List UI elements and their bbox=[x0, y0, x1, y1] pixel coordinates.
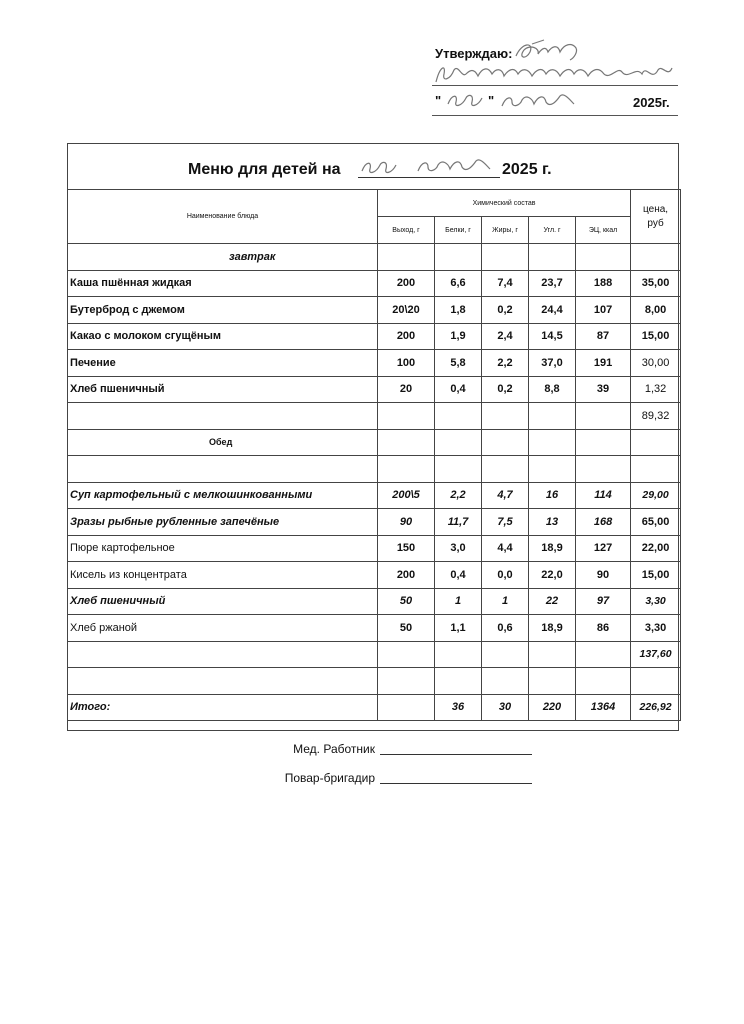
dish-energy: 127 bbox=[576, 535, 631, 562]
total-row bbox=[68, 694, 681, 721]
dish-name: Печение bbox=[68, 350, 378, 377]
dish-name: Кисель из концентрата bbox=[68, 562, 378, 589]
dish-name: Хлеб пшеничный bbox=[68, 376, 378, 403]
dish-price: 3,30 bbox=[631, 588, 681, 615]
dish-energy: 39 bbox=[576, 376, 631, 403]
dish-carbs: 37,0 bbox=[529, 350, 576, 377]
table-row bbox=[68, 376, 681, 403]
section-row-breakfast bbox=[68, 244, 681, 271]
dish-energy: 86 bbox=[576, 615, 631, 642]
section-breakfast: завтрак bbox=[68, 244, 378, 271]
dish-carbs: 18,9 bbox=[529, 535, 576, 562]
dish-fat: 0,2 bbox=[482, 376, 529, 403]
dish-price: 15,00 bbox=[631, 323, 681, 350]
dish-energy: 87 bbox=[576, 323, 631, 350]
handwritten-name bbox=[432, 60, 678, 86]
title-date-underline bbox=[358, 177, 500, 178]
dish-name: Какао с молоком сгущёным bbox=[68, 323, 378, 350]
medic-line bbox=[380, 754, 532, 755]
table-row bbox=[68, 270, 681, 297]
dish-carbs: 22 bbox=[529, 588, 576, 615]
dish-carbs: 24,4 bbox=[529, 297, 576, 324]
dish-yield: 90 bbox=[378, 509, 435, 536]
dish-fat: 2,4 bbox=[482, 323, 529, 350]
dish-name: Хлеб пшеничный bbox=[68, 588, 378, 615]
dish-yield: 200 bbox=[378, 270, 435, 297]
approval-line bbox=[432, 85, 678, 86]
dish-fat: 7,4 bbox=[482, 270, 529, 297]
dish-name: Пюре картофельное bbox=[68, 535, 378, 562]
dish-fat: 7,5 bbox=[482, 509, 529, 536]
dish-price: 65,00 bbox=[631, 509, 681, 536]
breakfast-subtotal-row bbox=[68, 403, 681, 430]
dish-protein: 1,1 bbox=[435, 615, 482, 642]
header-carbs: Угл. г bbox=[529, 217, 576, 244]
breakfast-total: 89,32 bbox=[631, 403, 681, 430]
dish-fat: 1 bbox=[482, 588, 529, 615]
total-energy: 1364 bbox=[576, 694, 631, 721]
dish-energy: 90 bbox=[576, 562, 631, 589]
title-suffix: 2025 г. bbox=[502, 161, 552, 178]
dish-protein: 5,8 bbox=[435, 350, 482, 377]
section-row-lunch bbox=[68, 429, 681, 456]
header-yield: Выход, г bbox=[378, 217, 435, 244]
handwritten-title-date bbox=[358, 149, 498, 177]
menu-table bbox=[67, 189, 681, 721]
dish-price: 3,30 bbox=[631, 615, 681, 642]
dish-protein: 0,4 bbox=[435, 376, 482, 403]
table-row bbox=[68, 323, 681, 350]
lunch-total: 137,60 bbox=[631, 641, 681, 668]
dish-protein: 3,0 bbox=[435, 535, 482, 562]
empty-row bbox=[68, 456, 681, 483]
dish-carbs: 18,9 bbox=[529, 615, 576, 642]
date-close-quote: " bbox=[488, 93, 495, 108]
approval-label: Утверждаю: bbox=[435, 46, 513, 61]
dish-yield: 50 bbox=[378, 588, 435, 615]
dish-yield: 200\5 bbox=[378, 482, 435, 509]
dish-name: Зразы рыбные рубленные запечёные bbox=[68, 509, 378, 536]
dish-energy: 191 bbox=[576, 350, 631, 377]
approval-year: 2025г. bbox=[633, 95, 670, 110]
dish-protein: 1 bbox=[435, 588, 482, 615]
date-open-quote: " bbox=[435, 93, 442, 108]
table-row bbox=[68, 588, 681, 615]
dish-name: Суп картофельный с мелкошинкованными bbox=[68, 482, 378, 509]
dish-carbs: 16 bbox=[529, 482, 576, 509]
dish-price: 1,32 bbox=[631, 376, 681, 403]
header-dish-name: Наименование блюда bbox=[68, 190, 378, 244]
dish-energy: 168 bbox=[576, 509, 631, 536]
dish-fat: 4,7 bbox=[482, 482, 529, 509]
dish-yield: 200 bbox=[378, 562, 435, 589]
dish-yield: 20 bbox=[378, 376, 435, 403]
header-fat: Жиры, г bbox=[482, 217, 529, 244]
empty-row bbox=[68, 668, 681, 695]
cook-label: Повар-бригадир bbox=[284, 771, 375, 785]
total-protein: 36 bbox=[435, 694, 482, 721]
dish-price: 30,00 bbox=[631, 350, 681, 377]
dish-yield: 200 bbox=[378, 323, 435, 350]
table-row bbox=[68, 562, 681, 589]
dish-energy: 114 bbox=[576, 482, 631, 509]
approval-bottom-line bbox=[432, 115, 678, 116]
dish-fat: 4,4 bbox=[482, 535, 529, 562]
dish-name: Каша пшённая жидкая bbox=[68, 270, 378, 297]
table-row bbox=[68, 615, 681, 642]
header-price: цена, руб bbox=[631, 190, 681, 244]
dish-energy: 188 bbox=[576, 270, 631, 297]
approval-block bbox=[432, 30, 680, 120]
dish-carbs: 23,7 bbox=[529, 270, 576, 297]
header-protein: Белки, г bbox=[435, 217, 482, 244]
title-prefix: Меню для детей на bbox=[188, 161, 341, 178]
dish-price: 8,00 bbox=[631, 297, 681, 324]
total-carbs: 220 bbox=[529, 694, 576, 721]
dish-carbs: 8,8 bbox=[529, 376, 576, 403]
table-row bbox=[68, 509, 681, 536]
medic-label: Мед. Работник bbox=[293, 742, 375, 756]
dish-price: 35,00 bbox=[631, 270, 681, 297]
dish-protein: 0,4 bbox=[435, 562, 482, 589]
header-chem-group: Химический состав bbox=[378, 190, 631, 217]
total-price: 226,92 bbox=[631, 694, 681, 721]
menu-frame bbox=[67, 143, 679, 731]
total-label: Итого: bbox=[68, 694, 378, 721]
total-fat: 30 bbox=[482, 694, 529, 721]
dish-price: 22,00 bbox=[631, 535, 681, 562]
table-row bbox=[68, 535, 681, 562]
lunch-subtotal-row bbox=[68, 641, 681, 668]
dish-carbs: 22,0 bbox=[529, 562, 576, 589]
dish-yield: 150 bbox=[378, 535, 435, 562]
dish-yield: 50 bbox=[378, 615, 435, 642]
header-energy: ЭЦ, ккал bbox=[576, 217, 631, 244]
cook-line bbox=[380, 783, 532, 784]
handwritten-date bbox=[446, 88, 586, 112]
dish-price: 15,00 bbox=[631, 562, 681, 589]
dish-energy: 107 bbox=[576, 297, 631, 324]
menu-title bbox=[68, 144, 678, 190]
dish-fat: 0,2 bbox=[482, 297, 529, 324]
table-row bbox=[68, 350, 681, 377]
dish-protein: 1,8 bbox=[435, 297, 482, 324]
dish-fat: 2,2 bbox=[482, 350, 529, 377]
dish-carbs: 13 bbox=[529, 509, 576, 536]
dish-protein: 1,9 bbox=[435, 323, 482, 350]
dish-name: Хлеб ржаной bbox=[68, 615, 378, 642]
dish-yield: 100 bbox=[378, 350, 435, 377]
dish-energy: 97 bbox=[576, 588, 631, 615]
dish-yield: 20\20 bbox=[378, 297, 435, 324]
dish-name: Бутерброд с джемом bbox=[68, 297, 378, 324]
table-row bbox=[68, 297, 681, 324]
header-row-1 bbox=[68, 190, 681, 217]
section-lunch: Обед bbox=[68, 429, 378, 456]
dish-protein: 11,7 bbox=[435, 509, 482, 536]
table-row bbox=[68, 482, 681, 509]
dish-protein: 6,6 bbox=[435, 270, 482, 297]
dish-fat: 0,0 bbox=[482, 562, 529, 589]
dish-fat: 0,6 bbox=[482, 615, 529, 642]
dish-carbs: 14,5 bbox=[529, 323, 576, 350]
dish-price: 29,00 bbox=[631, 482, 681, 509]
dish-protein: 2,2 bbox=[435, 482, 482, 509]
